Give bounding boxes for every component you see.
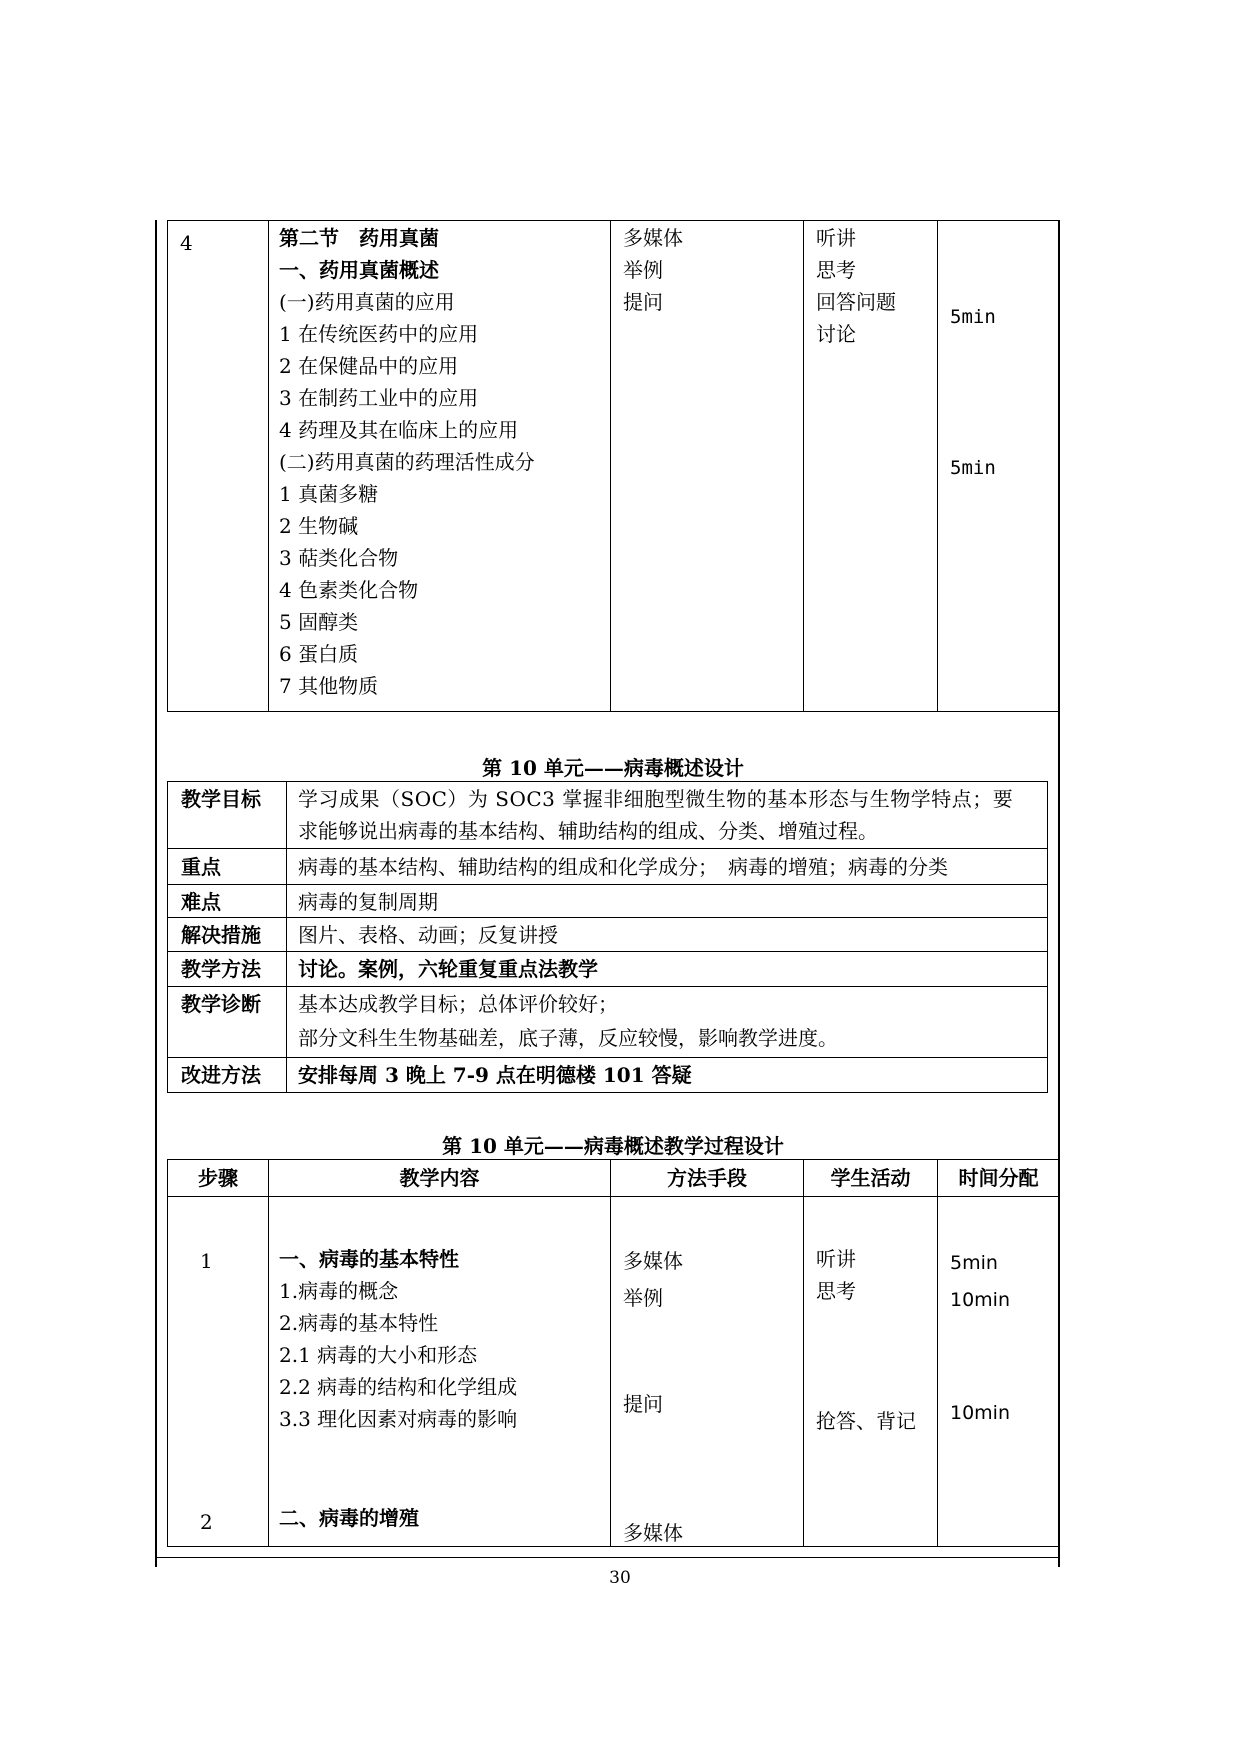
method-item: 多媒体 [623,1521,683,1545]
time-value: 5min [950,457,996,479]
time-value: 5min [950,306,996,328]
subsection-heading: 一、药用真菌概述 [279,258,439,282]
step-number: 2 [200,1510,213,1534]
activity-item: 回答问题 [816,290,896,314]
process-bottom-border [167,1546,1059,1547]
goal-line: 学习成果（SOC）为 SOC3 掌握非细胞型微生物的基本形态与生物学特点；要 [298,787,1014,811]
content-heading: 一、病毒的基本特性 [279,1247,459,1271]
content-line: 4 药理及其在临床上的应用 [279,418,519,442]
activity-item: 听讲 [816,1247,856,1271]
activity-item: 思考 [816,258,856,282]
solution-value: 图片、表格、动画；反复讲授 [298,923,558,947]
solution-label: 解决措施 [181,923,261,947]
improve-label: 改进方法 [181,1063,261,1087]
content-line: 7 其他物质 [279,674,379,698]
content-heading: 二、病毒的增殖 [279,1506,419,1530]
method-value: 讨论。案例，六轮重复重点法教学 [298,957,598,981]
content-line: 1.病毒的概念 [279,1279,399,1303]
table1-left-border [167,220,168,712]
activity-item: 思考 [816,1279,856,1303]
process-col-divider [610,1159,611,1547]
method-item: 多媒体 [623,1249,683,1273]
header-activity: 学生活动 [830,1166,911,1190]
content-line: 2 生物碱 [279,514,359,538]
improve-value: 安排每周 3 晚上 7-9 点在明德楼 101 答疑 [298,1063,692,1087]
table1-methods-cell [623,222,683,318]
diagnosis-line: 部分文科生生物基础差，底子薄，反应较慢，影响教学进度。 [298,1026,838,1050]
table1-col-divider [937,220,938,712]
table1-top-border [167,220,1059,221]
key-value: 病毒的基本结构、辅助结构的组成和化学成分； 病毒的增殖；病毒的分类 [298,855,948,879]
header-content: 教学内容 [399,1166,480,1190]
table1-col-divider [803,220,804,712]
content-line: 4 色素类化合物 [279,578,419,602]
outer-right-border [1058,220,1060,1567]
goal-line: 求能够说出病毒的基本结构、辅助结构的组成、分类、增殖过程。 [298,819,878,843]
design-row-border [167,986,1048,987]
design-left-border [167,781,168,1093]
activity-item: 抢答、背记 [816,1409,916,1433]
process-left-border [167,1159,168,1547]
content-line: 2.病毒的基本特性 [279,1311,439,1335]
difficulty-value: 病毒的复制周期 [298,890,438,914]
outer-left-border [155,220,157,1567]
process-title: 第 10 单元——病毒概述教学过程设计 [442,1134,784,1158]
content-line: 6 蛋白质 [279,642,359,666]
header-time: 时间分配 [958,1166,1039,1190]
table1-content-cell [279,222,535,702]
design-row-border [167,848,1048,849]
table1-activities-cell [816,222,896,350]
outer-bottom-border [155,1557,1060,1558]
process-col-divider [268,1159,269,1547]
goal-label: 教学目标 [181,787,261,811]
method-item: 多媒体 [623,226,683,250]
step-number: 1 [200,1249,213,1273]
activity-item: 讨论 [816,322,856,346]
process-col-divider [803,1159,804,1547]
time-value: 10min [950,1402,1011,1424]
method-item: 举例 [623,258,663,282]
design-row-border [167,884,1048,885]
difficulty-label: 难点 [181,890,221,914]
time-value: 10min [950,1289,1011,1311]
step-number: 4 [180,231,193,255]
design-col-divider [286,781,287,1093]
diagnosis-label: 教学诊断 [181,992,261,1016]
diagnosis-line: 基本达成教学目标；总体评价较好； [298,992,618,1016]
content-line: 3 萜类化合物 [279,546,399,570]
content-line: 1 在传统医药中的应用 [279,322,479,346]
method-item: 提问 [623,1392,663,1416]
process-header-border [167,1196,1059,1197]
activity-item: 听讲 [816,226,856,250]
method-item: 举例 [623,1286,663,1310]
process-col-divider [937,1159,938,1547]
content-line: 3.3 理化因素对病毒的影响 [279,1407,518,1431]
process-top-border [167,1159,1059,1160]
section-heading: 第二节 药用真菌 [279,226,439,250]
content-line: 1 真菌多糖 [279,482,379,506]
design-row-border [167,1057,1048,1058]
key-label: 重点 [181,855,221,879]
content-line: 5 固醇类 [279,610,359,634]
unit-title: 第 10 单元——病毒概述设计 [482,756,744,780]
time-value: 5min [950,1252,998,1274]
header-step: 步骤 [198,1166,238,1190]
content-line: 2 在保健品中的应用 [279,354,459,378]
design-row-border [167,781,1048,782]
content-line: (一)药用真菌的应用 [279,290,455,314]
design-row-border [167,951,1048,952]
table1-bottom-border [167,711,1059,712]
page-number: 30 [609,1568,631,1588]
method-label: 教学方法 [181,957,261,981]
design-right-border [1047,781,1048,1093]
table1-col-divider [268,220,269,712]
method-item: 提问 [623,290,663,314]
table1-col-divider [610,220,611,712]
content-line: 2.2 病毒的结构和化学组成 [279,1375,518,1399]
design-row-border [167,1092,1048,1093]
content-line: 2.1 病毒的大小和形态 [279,1343,478,1367]
content-line: (二)药用真菌的药理活性成分 [279,450,535,474]
content-line: 3 在制药工业中的应用 [279,386,479,410]
header-method: 方法手段 [667,1166,747,1190]
process-content-cell [279,1243,517,1435]
